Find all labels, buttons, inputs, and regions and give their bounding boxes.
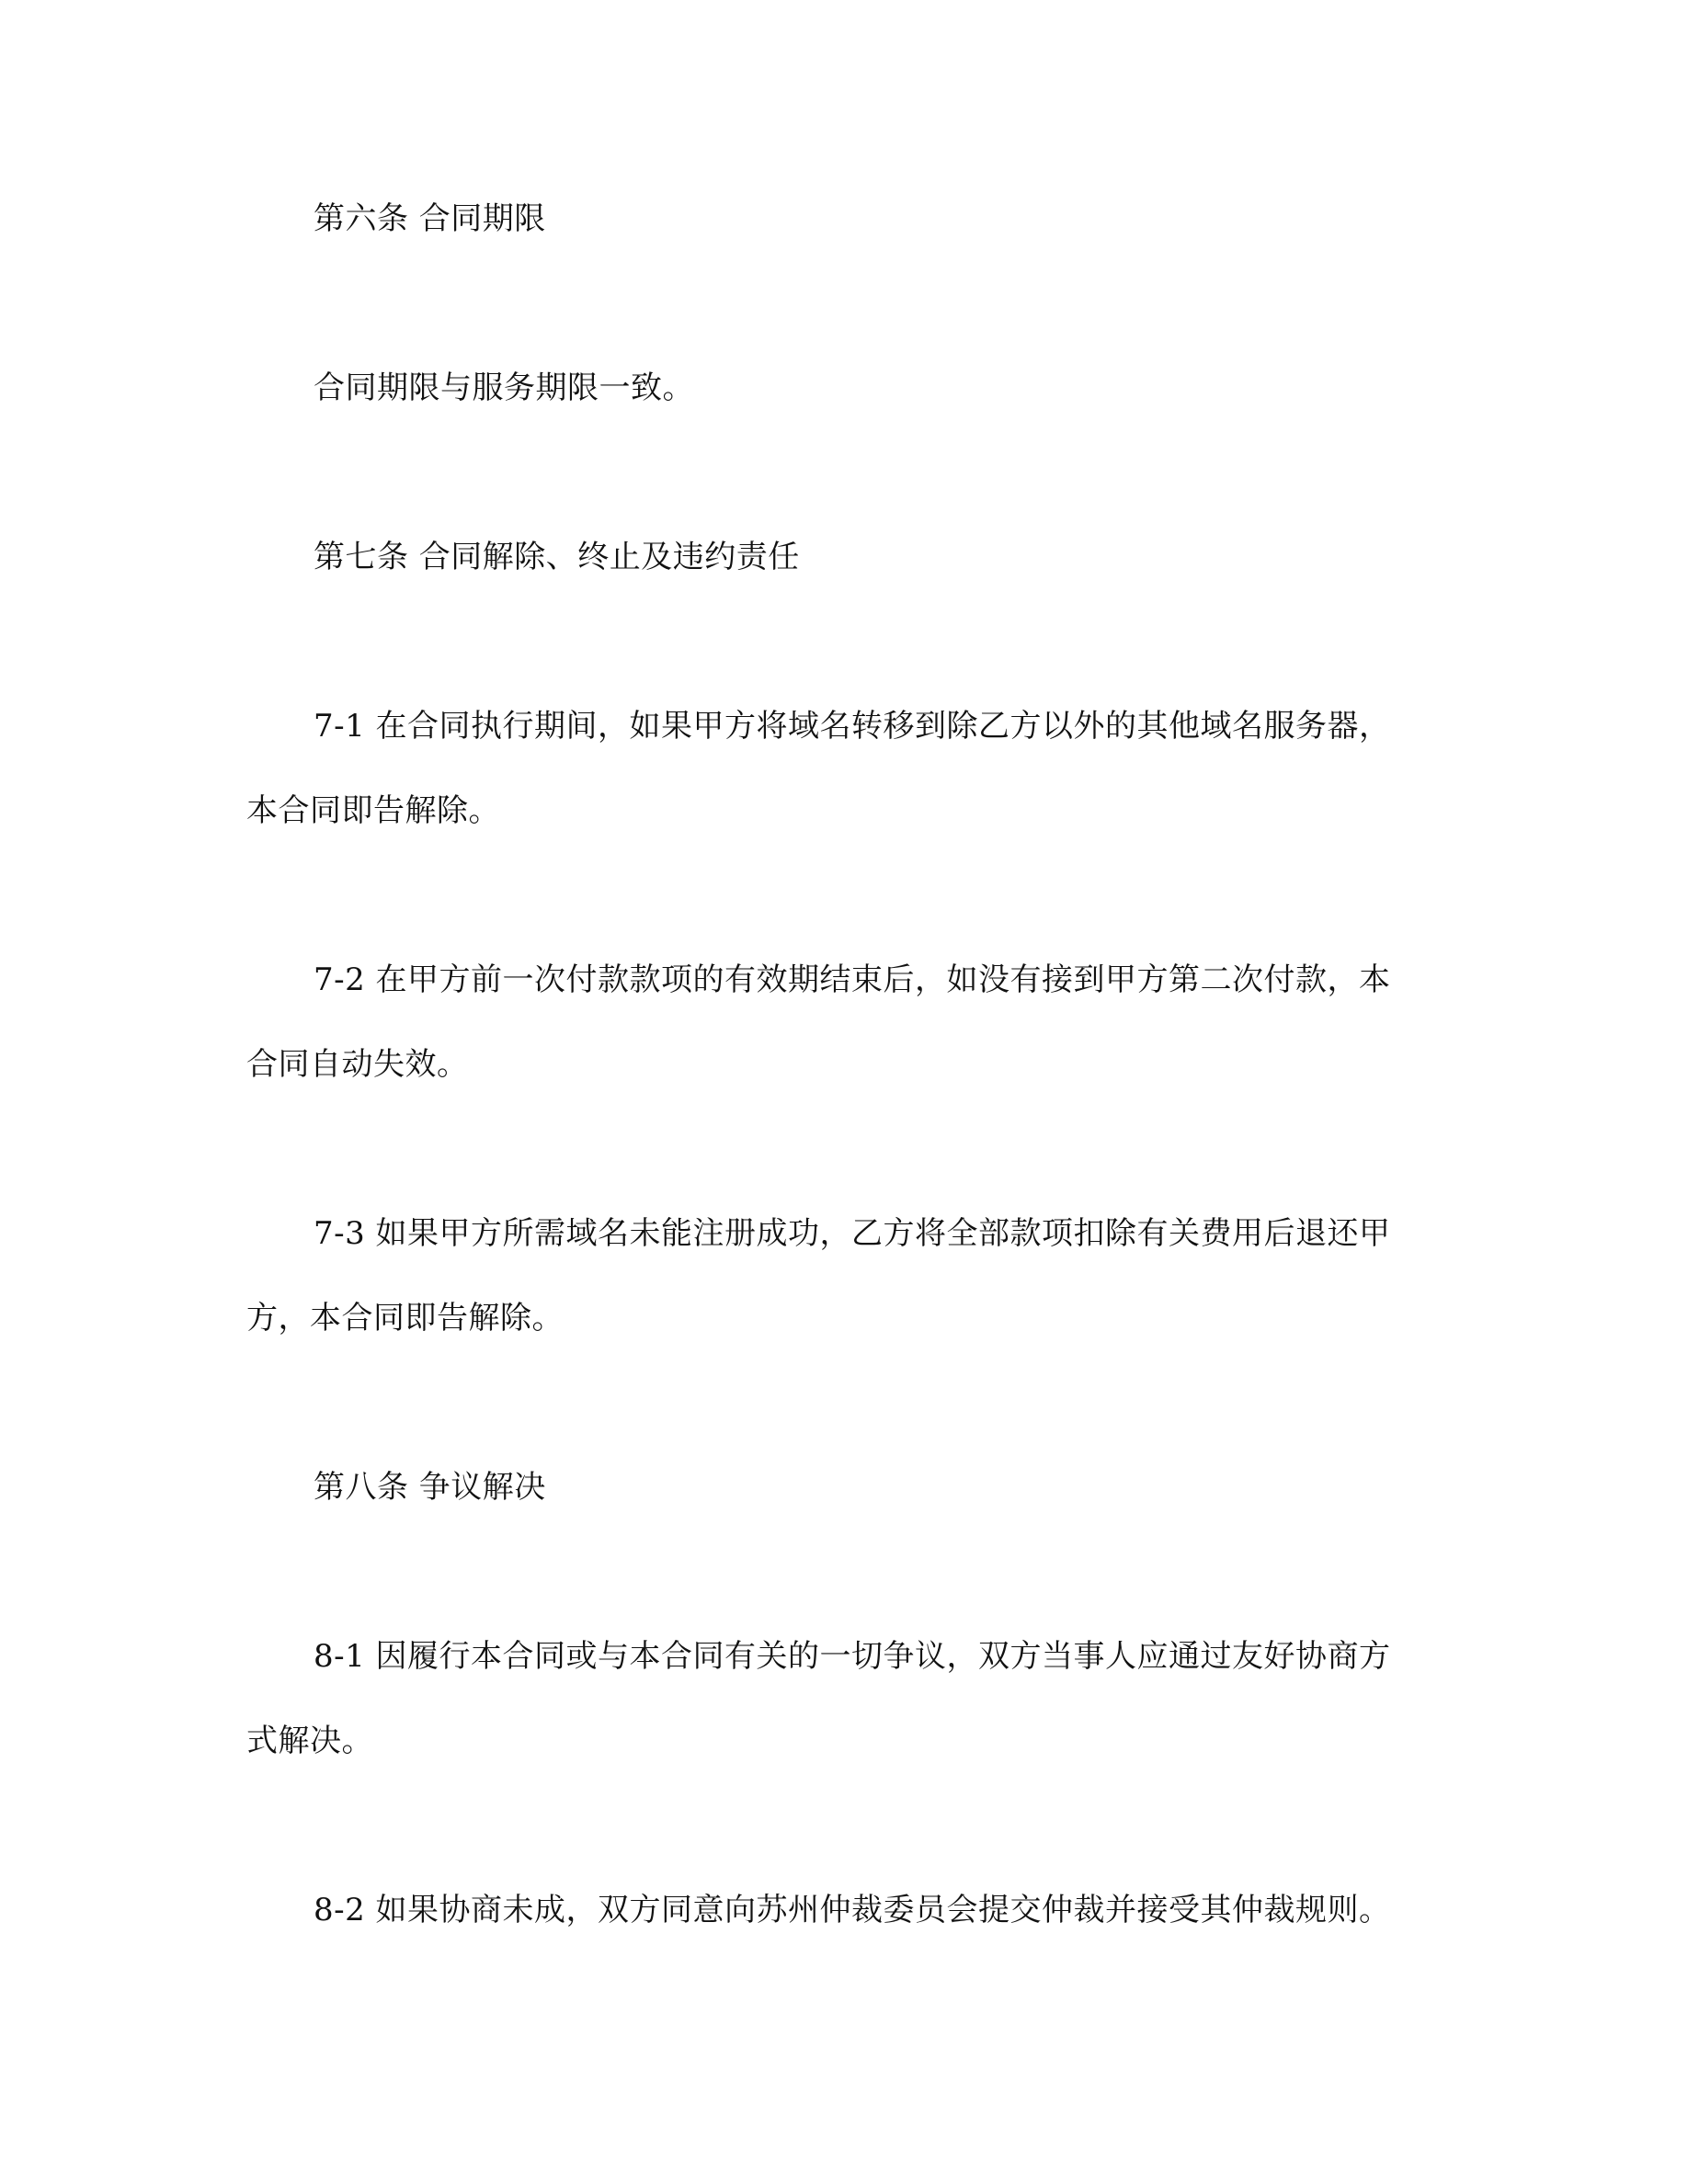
article-7-heading: 第七条 合同解除、终止及违约责任 bbox=[314, 539, 800, 575]
clause-8-1-line-1: 8-1 因履行本合同或与本合同有关的一切争议，双方当事人应通过友好协商方 bbox=[314, 1638, 1391, 1675]
clause-8-1-line-2: 式解决。 bbox=[246, 1723, 373, 1759]
clause-7-2-line-1: 7-2 在甲方前一次付款款项的有效期结束后，如没有接到甲方第二次付款，本 bbox=[314, 961, 1391, 998]
clause-7-2-line-2: 合同自动失效。 bbox=[246, 1046, 469, 1083]
clause-7-3-line-2: 方，本合同即告解除。 bbox=[246, 1300, 564, 1337]
article-8-heading: 第八条 争议解决 bbox=[314, 1469, 546, 1506]
article-6-heading: 第六条 合同期限 bbox=[314, 200, 546, 237]
clause-7-1-line-1: 7-1 在合同执行期间，如果甲方将域名转移到除乙方以外的其他域名服务器， bbox=[314, 708, 1391, 745]
clause-7-3-line-1: 7-3 如果甲方所需域名未能注册成功，乙方将全部款项扣除有关费用后退还甲 bbox=[314, 1215, 1391, 1252]
clause-8-2-line-1: 8-2 如果协商未成，双方同意向苏州仲裁委员会提交仲裁并接受其仲裁规则。 bbox=[314, 1892, 1391, 1928]
clause-7-1-line-2: 本合同即告解除。 bbox=[246, 792, 500, 829]
article-6-text: 合同期限与服务期限一致。 bbox=[314, 370, 694, 406]
